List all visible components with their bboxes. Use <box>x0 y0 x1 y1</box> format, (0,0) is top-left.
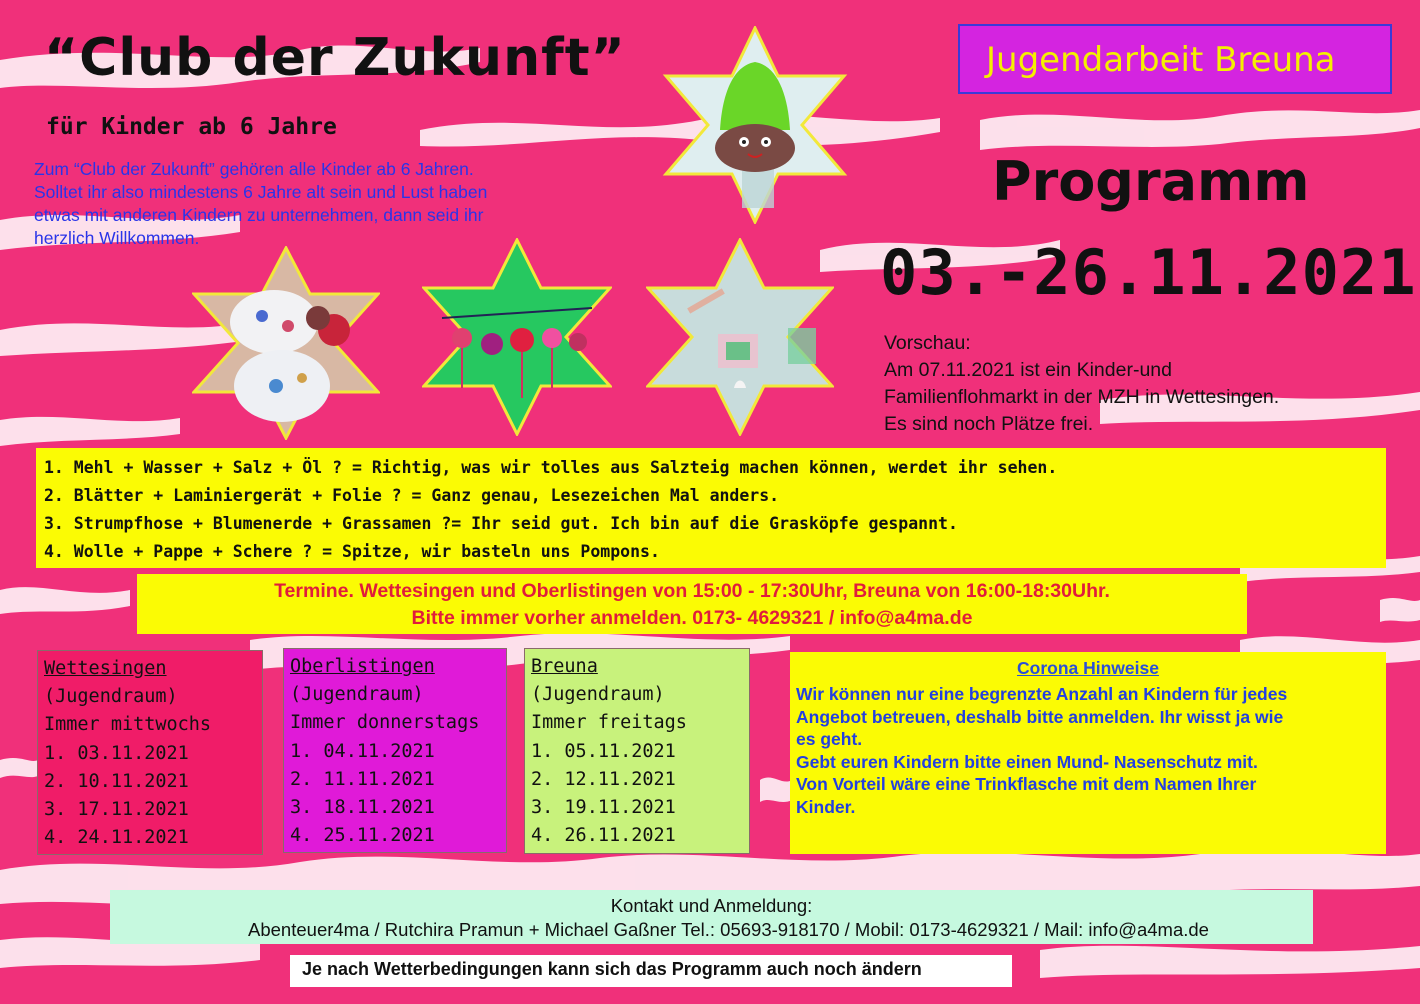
intro-line: etwas mit anderen Kindern zu unternehmen, dann seid ihr <box>34 205 484 225</box>
brand-badge <box>958 24 1392 94</box>
intro-text <box>34 158 634 250</box>
activity-item: 1. Mehl + Wasser + Salz + Öl ? = Richtig, was wir tolles aus Salzteig machen können, werdet ihr sehen. <box>44 458 1058 477</box>
bookmark-photo <box>646 238 834 436</box>
location-name: Breuna <box>531 656 598 677</box>
location-date: 1. 04.11.2021 <box>290 740 435 762</box>
page-title: “Club der Zukunft” <box>44 28 626 88</box>
activity-item: 2. Blätter + Laminiergerät + Folie ? = Ganz genau, Lesezeichen Mal anders. <box>44 486 780 505</box>
brand-label: Jugendarbeit Breuna <box>986 40 1336 80</box>
corona-line: Gebt euren Kindern bitte einen Mund- Nasenschutz mit. <box>796 751 1258 772</box>
program-dates: 03.-26.11.2021 <box>880 236 1417 309</box>
corona-line: es geht. <box>796 729 863 750</box>
contact-details: Abenteuer4ma / Rutchira Pramun + Michael Gaßner Tel.: 05693-918170 / Mobil: 0173-4629321 / Mail: info@a4ma.de <box>248 919 1209 940</box>
location-card-oberlistingen <box>283 648 507 853</box>
location-place: (Jugendraum) <box>44 686 178 708</box>
weather-note-text: Je nach Wetterbedingungen kann sich das Programm auch noch ändern <box>302 959 922 979</box>
grass-head-photo <box>662 26 848 224</box>
corona-line: Kinder. <box>796 796 856 817</box>
preview-line: Familienflohmarkt in der MZH in Wettesingen. <box>884 386 1280 408</box>
location-name: Wettesingen <box>44 658 167 679</box>
contact-title: Kontakt und Anmeldung: <box>610 895 813 916</box>
schedule-banner <box>137 574 1247 634</box>
location-day: Immer donnerstags <box>290 712 480 734</box>
location-card-wettesingen <box>37 650 263 855</box>
location-card-breuna <box>524 648 750 854</box>
location-date: 4. 25.11.2021 <box>290 825 435 847</box>
corona-line: Von Vorteil wäre eine Trinkflasche mit dem Namen Ihrer <box>796 774 1257 795</box>
preview-note <box>884 330 1404 438</box>
location-date: 3. 17.11.2021 <box>44 799 189 821</box>
location-date: 4. 24.11.2021 <box>44 827 189 849</box>
location-day: Immer freitags <box>531 712 687 734</box>
corona-line: Wir können nur eine begrenzte Anzahl an Kindern für jedes <box>796 684 1288 704</box>
location-place: (Jugendraum) <box>531 684 665 706</box>
corona-notice <box>790 652 1386 854</box>
intro-line: herzlich Willkommen. <box>34 228 200 248</box>
location-date: 1. 03.11.2021 <box>44 742 189 764</box>
intro-line: Zum “Club der Zukunft” gehören alle Kinder ab 6 Jahren. <box>34 159 474 179</box>
location-name: Oberlistingen <box>290 656 435 677</box>
schedule-times: Termine. Wettesingen und Oberlistingen von 15:00 - 17:30Uhr, Breuna von 16:00-18:30Uhr. <box>274 580 1110 602</box>
location-date: 3. 18.11.2021 <box>290 797 435 819</box>
activity-item: 4. Wolle + Pappe + Schere ? = Spitze, wir basteln uns Pompons. <box>44 542 660 561</box>
program-title: Programm <box>992 150 1310 213</box>
intro-line: Solltet ihr also mindestens 6 Jahre alt sein und Lust haben <box>34 182 488 202</box>
location-date: 4. 26.11.2021 <box>531 825 676 847</box>
salt-dough-photo <box>192 246 380 440</box>
corona-title: Corona Hinweise <box>1017 658 1159 678</box>
contact-box <box>110 890 1313 944</box>
weather-note <box>290 955 1012 987</box>
preview-line: Am 07.11.2021 ist ein Kinder-und <box>884 359 1172 381</box>
location-place: (Jugendraum) <box>290 684 424 706</box>
page-subtitle: für Kinder ab 6 Jahre <box>46 114 337 140</box>
activity-item: 3. Strumpfhose + Blumenerde + Grassamen ?= Ihr seid gut. Ich bin auf die Grasköpfe gespannt. <box>44 514 958 533</box>
location-date: 3. 19.11.2021 <box>531 797 676 819</box>
activities-list <box>36 448 1386 568</box>
corona-line: Angebot betreuen, deshalb bitte anmelden. Ihr wisst ja wie <box>796 706 1284 727</box>
location-date: 2. 10.11.2021 <box>44 770 189 792</box>
preview-line: Vorschau: <box>884 332 971 354</box>
location-date: 1. 05.11.2021 <box>531 740 676 762</box>
preview-line: Es sind noch Plätze frei. <box>884 413 1094 435</box>
location-date: 2. 12.11.2021 <box>531 768 676 790</box>
pompons-photo <box>422 238 612 436</box>
location-date: 2. 11.11.2021 <box>290 768 435 790</box>
location-day: Immer mittwochs <box>44 714 212 736</box>
schedule-registration: Bitte immer vorher anmelden. 0173- 4629321 / info@a4ma.de <box>411 607 973 629</box>
